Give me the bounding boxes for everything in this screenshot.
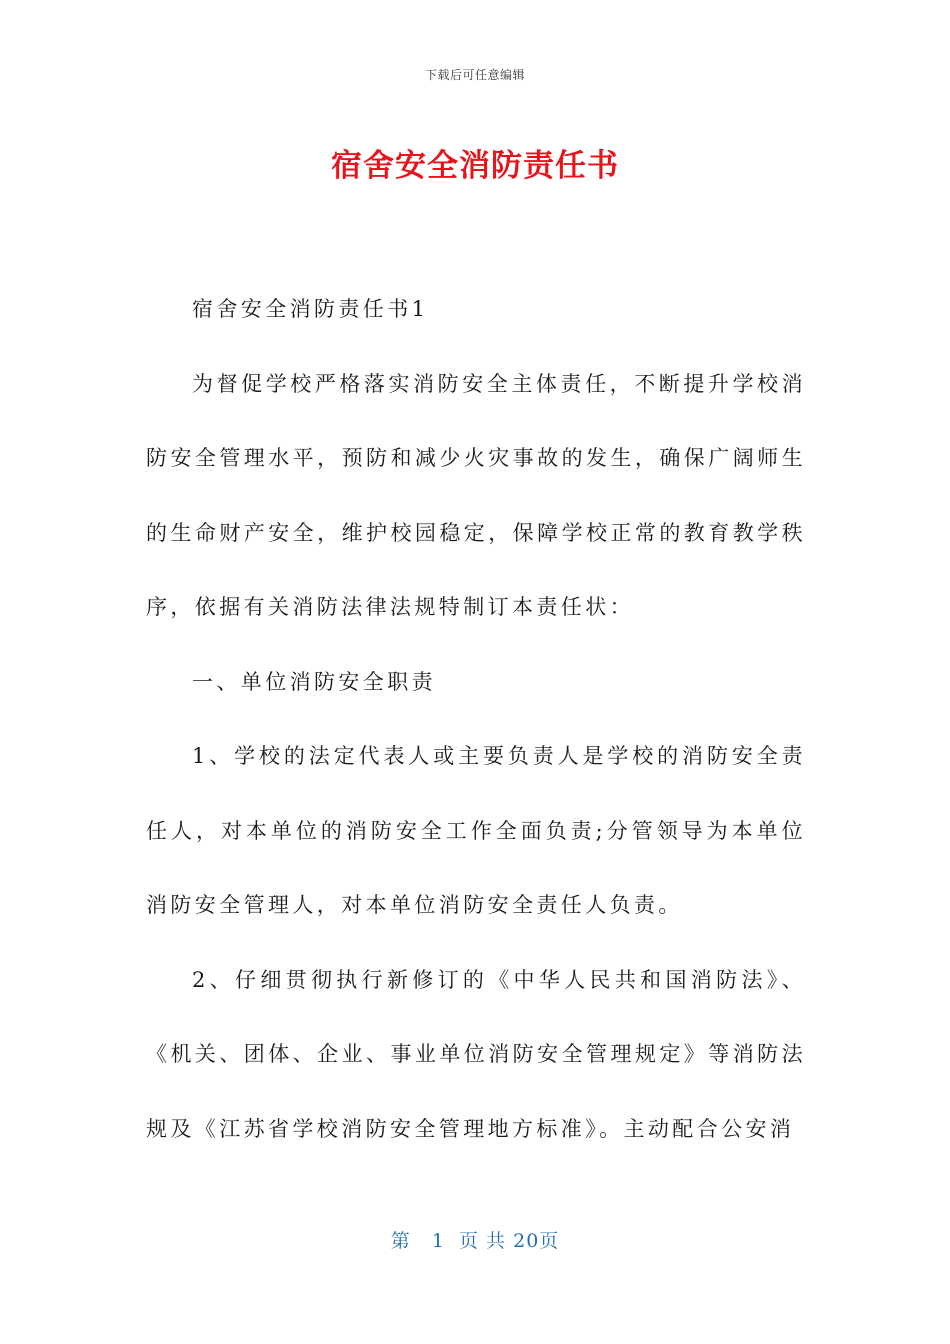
document-body xyxy=(146,272,806,1166)
header-note: 下载后可任意编辑 xyxy=(424,68,525,82)
paragraph-item-1: 1、学校的法定代表人或主要负责人是学校的消防安全责任人，对本单位的消防安全工作全面负责;分管领导为本单位消防安全管理人，对本单位消防安全责任人负责。 xyxy=(146,744,806,917)
footer-total-pages: 20 xyxy=(513,1230,540,1252)
page-footer xyxy=(0,1226,950,1253)
footer-current-page: 1 xyxy=(431,1230,445,1252)
footer-prefix: 第 xyxy=(390,1230,411,1252)
paragraph-section-heading: 一、单位消防安全职责 xyxy=(192,669,436,694)
document-title: 宿舍安全消防责任书 xyxy=(331,148,619,184)
paragraph-item-2: 2、仔细贯彻执行新修订的《中华人民共和国消防法》、《机关、团体、企业、事业单位消防安全管理规定》等消防法规及《江苏省学校消防安全管理地方标准》。主动配合公安消 xyxy=(146,967,806,1141)
paragraph-intro: 为督促学校严格落实消防安全主体责任，不断提升学校消防安全管理水平，预防和减少火灾事故的发生，确保广阔师生的生命财产安全，维护校园稳定，保障学校正常的教育教学秩序，依据有关消防法律法规特制订本责任状： xyxy=(146,371,806,619)
paragraph-subtitle: 宿舍安全消防责任书1 xyxy=(192,297,429,321)
footer-mid: 页 共 xyxy=(459,1230,507,1252)
footer-suffix: 页 xyxy=(539,1230,560,1252)
